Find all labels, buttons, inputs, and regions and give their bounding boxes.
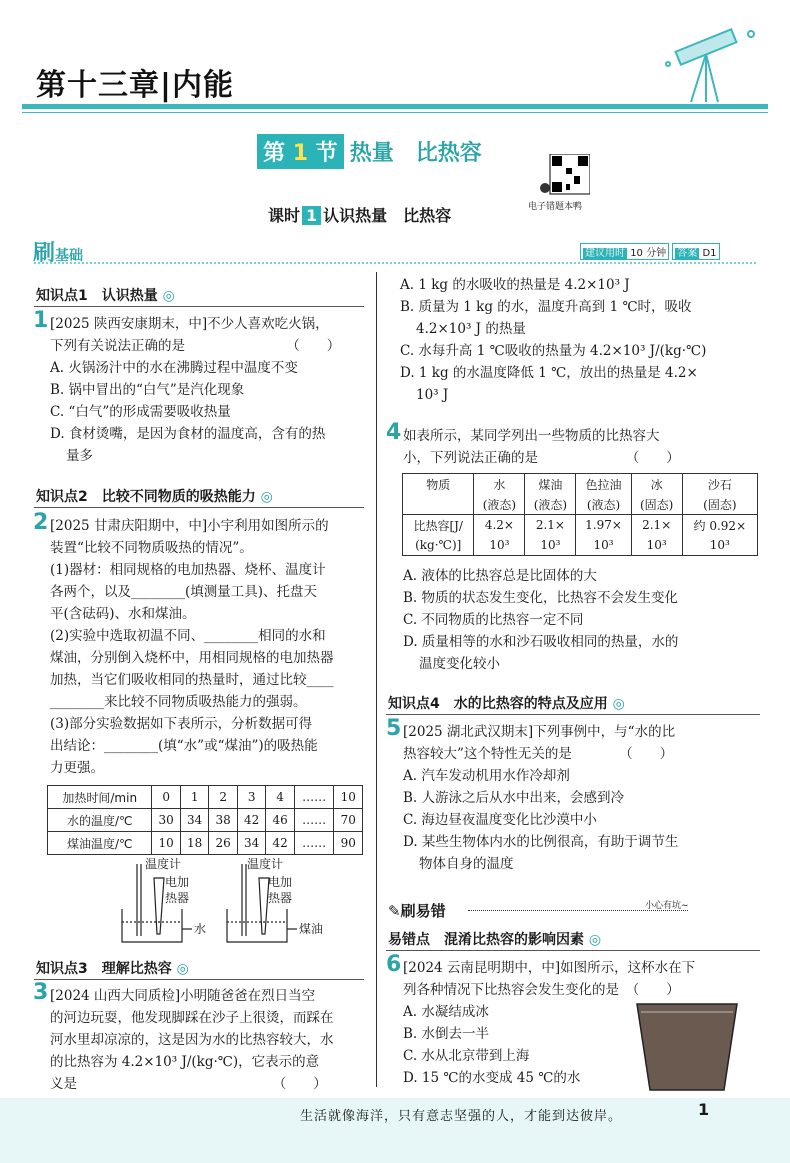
table-cell: 10 [152,832,180,855]
table-row [403,494,758,515]
table-cell: 90 [334,832,363,855]
table-cell: 0 [152,786,180,809]
q3-option-d[interactable]: D. 1 kg 的水温度降低 1 ℃，放出的热量是 4.2× [400,365,698,381]
label-thermometer-2: 温度计 [247,857,284,871]
q1-number: 1 [33,308,49,333]
q4-number: 4 [386,420,402,445]
q4-option-c[interactable]: C. 不同物质的比热容一定不同 [403,612,584,628]
target-icon: ◎ [588,932,602,948]
q4-option-b[interactable]: B. 物质的状态发生变化，比热容不会发生变化 [403,590,679,606]
q6-option-d[interactable]: D. 15 ℃的水变成 45 ℃的水 [403,1070,581,1086]
table-cell: …… [294,809,334,832]
label-water: 水 [194,922,207,936]
chapter-title: 第十三章|内能 [36,68,234,103]
page-number: 1 [698,1100,710,1119]
kp1-rule [34,306,364,307]
table-cell: 1 [180,786,208,809]
table-cell: 46 [266,809,294,832]
target-icon: ◎ [162,288,175,304]
q1-option-d[interactable]: D. 食材烫嘴，是因为食材的温度高，含有的热 [50,426,326,442]
column-divider [376,272,377,1087]
table-row [403,535,758,556]
table-cell: (kg·℃)] [403,535,474,556]
label-heater-1a: 电加 [165,875,190,889]
specific-heat-table [402,473,758,556]
table-row [403,515,758,536]
table-cell: 70 [334,809,363,832]
heading-dotted-line [34,262,756,264]
kp3-heading: 知识点3 理解比热容 ◎ [36,961,189,977]
target-icon: ◎ [612,696,625,712]
question-2: [2025 甘肃庆阳期中，中]小宇利用如图所示的 装置“比较不同物质吸热的情况”。 (1)器材：相同规格的电加热器、烧杯、温度计 各两个，以及________(填测量工具)、托盘天 平(含砝码)、水和煤油。 (2)实验中选取初温不同、________相同的水和 煤油，分别倒入烧杯中，用相同规格的电加热器 加热，当它们吸收相同的热量时，通过比较____ ________来比较不同物质吸热能力的强弱。 (3)部分实验数据如下表所示，分析数据可得 出结论：________(填“水”或“煤油”)的吸热能 力更强。 [50,518,334,776]
label-heater-2a: 电加 [268,875,293,889]
table-cell: …… [294,786,334,809]
table-cell: 2.1× [631,515,682,536]
table-cell: 10³ [525,535,576,556]
q2-number: 2 [33,510,49,535]
kp4-rule [386,714,760,715]
question-5: [2025 湖北武汉期末]下列事例中，与“水的比 热容较大”这个特性无关的是 （ ） A. 汽车发动机用水作冷却剂 B. 人游泳之后从水中出来，会感到冷 C. 海边昼夜温度变化比沙漠中小 D. 某些生物体内水的比例很高，有助于调节生 物体自身的温度 [403,721,763,875]
q3-number: 3 [33,980,49,1005]
table-cell: 10³ [576,535,631,556]
question-1: [2025 陕西安康期末，中]不少人喜欢吃火锅， 下列有关说法正确的是 （ ） A. 火锅汤汁中的水在沸腾过程中温度不变 B. 锅中冒出的“白气”是汽化现象 C. “白气”的形成需要吸收热量 D. 食材烫嘴，是因为食材的温度高，含有的热 量多 [50,313,375,467]
table-row [48,832,363,855]
qr-caption: 电子错题本鸭 [528,202,583,212]
telescope-icon [656,24,766,104]
q1-option-a[interactable]: A. 火锅汤汁中的水在沸腾过程中温度不变 [50,360,298,376]
table-cell: 沙石 [682,474,757,495]
kp2-rule [34,507,364,508]
edit-icon: ✎ [388,902,401,920]
kp4-heading: 知识点4 水的比热容的特点及应用 ◎ [388,696,625,712]
target-icon: ◎ [176,961,189,977]
q5-option-b[interactable]: B. 人游泳之后从水中出来，会感到冷 [403,790,625,806]
table-cell: (固态) [631,494,682,515]
q3-option-a[interactable]: A. 1 kg 的水吸收的热量是 4.2×10³ J [400,277,630,293]
q6-option-a[interactable]: A. 水凝结成冰 [403,1004,489,1020]
question-4-options: A. 液体的比热容总是比固体的大 B. 物质的状态发生变化，比热容不会发生变化 C. 不同物质的比热容一定不同 D. 质量相等的水和沙石吸收相同的热量，水的 温度变化较小 [403,565,763,675]
table-cell: …… [294,832,334,855]
table-cell: (固态) [682,494,757,515]
q4-option-d[interactable]: D. 质量相等的水和沙石吸收相同的热量，水的 [403,634,679,650]
label-heater-2b: 热器 [268,891,293,905]
table-cell: 42 [266,832,294,855]
table-cell: 4.2× [474,515,525,536]
q5-number: 5 [386,716,402,741]
table-cell: 4 [266,786,294,809]
chapter-rule [22,104,768,109]
q6-number: 6 [386,952,402,977]
label-heater-1b: 热器 [165,891,190,905]
q1-option-b[interactable]: B. 锅中冒出的“白气”是汽化现象 [50,382,245,398]
table-cell: 1.97× [576,515,631,536]
lesson-title: 课时 1 认识热量 比热容 [268,206,452,225]
table-row [403,474,758,495]
table-cell: 18 [180,832,208,855]
table-cell: 冰 [631,474,682,495]
table-cell: 煤油温度/℃ [48,832,152,855]
error-point-rule [386,950,760,951]
label-thermometer-1: 温度计 [145,857,182,871]
question-6: [2024 云南昆明期中，中]如图所示，这杯水在下 列各种情况下比热容会发生变化的是 （ ） A. 水凝结成冰 B. 水倒去一半 C. 水从北京带到上海 D. 15 ℃的水变成 45 ℃的水 [403,957,763,1089]
q4-option-a[interactable]: A. 液体的比热容总是比固体的大 [403,568,597,584]
table-cell: 煤油 [525,474,576,495]
question-3-options: A. 1 kg 的水吸收的热量是 4.2×10³ J B. 质量为 1 kg 的水，温度升高到 1 ℃时，吸收 4.2×10³ J 的热量 C. 水每升高 1 ℃吸收的热量为 4.2×10³ J/(kg·℃) D. 1 kg 的水温度降低 1 ℃，放出的热量是 4.2× 10³ J [400,274,770,406]
table-cell: 10³ [474,535,525,556]
table-cell: 34 [180,809,208,832]
q1-option-c[interactable]: C. “白气”的形成需要吸收热量 [50,404,231,420]
label-kerosene: 煤油 [299,922,324,936]
kp3-rule [34,979,364,980]
question-4: 如表所示，某同学列出一些物质的比热容大 小，下列说法正确的是 （ ） [403,428,680,466]
kp1-heading: 知识点1 认识热量 ◎ [36,288,175,304]
q3-option-b[interactable]: B. 质量为 1 kg 的水，温度升高到 1 ℃时，吸收 [400,299,692,315]
kp2-heading: 知识点2 比较不同物质的吸热能力 ◎ [36,489,273,505]
brush-basic-heading: 刷基础 [33,241,84,266]
table-cell: 水的温度/℃ [48,809,152,832]
table-cell: 10 [334,786,363,809]
table-cell: 42 [237,809,265,832]
table-cell: 3 [237,786,265,809]
section-tag: 第 1 节 [257,134,344,169]
table-cell: 34 [237,832,265,855]
table-cell: 色拉油 [576,474,631,495]
table-row [48,809,363,832]
section-title [257,134,482,169]
table-cell: 物质 [403,474,474,495]
heating-data-table [47,785,363,855]
table-cell: 30 [152,809,180,832]
footer-motto: 生活就像海洋，只有意志坚强的人，才能到达彼岸。 [300,1109,623,1124]
table-cell: 2 [209,786,237,809]
table-cell [403,494,474,515]
brush-error-note: 小心有坑~ [645,901,689,911]
table-cell: 38 [209,809,237,832]
table-cell: 10³ [682,535,757,556]
target-icon: ◎ [260,489,273,505]
q5-option-c[interactable]: C. 海边昼夜温度变化比沙漠中小 [403,812,597,828]
table-cell: 加热时间/min [48,786,152,809]
table-cell: (液态) [576,494,631,515]
q3-option-c[interactable]: C. 水每升高 1 ℃吸收的热量为 4.2×10³ J/(kg·℃) [400,343,707,359]
table-cell: 水 [474,474,525,495]
q6-option-b[interactable]: B. 水倒去一半 [403,1026,490,1042]
table-cell: 26 [209,832,237,855]
table-row [48,786,363,809]
brush-error-heading: ✎刷易错 [388,902,446,920]
cup-of-water-figure [632,1000,742,1092]
table-cell: 10³ [631,535,682,556]
time-tag: 建议用时 10 分钟 答案 D1 [580,243,720,260]
qr-code-icon[interactable] [540,154,590,198]
table-cell: 比热容[J/ [403,515,474,536]
error-point-heading: 易错点 混淆比热容的影响因素 ◎ [388,932,602,948]
q5-option-d[interactable]: D. 某些生物体内水的比例很高，有助于调节生 [403,834,679,850]
table-cell: (液态) [474,494,525,515]
q6-option-c[interactable]: C. 水从北京带到上海 [403,1048,530,1064]
table-cell: 2.1× [525,515,576,536]
table-cell: 约 0.92× [682,515,757,536]
q5-option-a[interactable]: A. 汽车发动机用水作冷却剂 [403,768,570,784]
table-cell: (液态) [525,494,576,515]
chapter-rule-thin [22,112,768,113]
question-3: [2024 山西大同质检]小明随爸爸在烈日当空 的河边玩耍，他发现脚踩在沙子上很烫，而踩在 河水里却凉凉的，这是因为水的比热容较大，水 的比热容为 4.2×10³ J/(kg·℃)，它表示的意 义是 （ ） [50,988,334,1092]
section-name: 热量 比热容 [349,141,482,166]
